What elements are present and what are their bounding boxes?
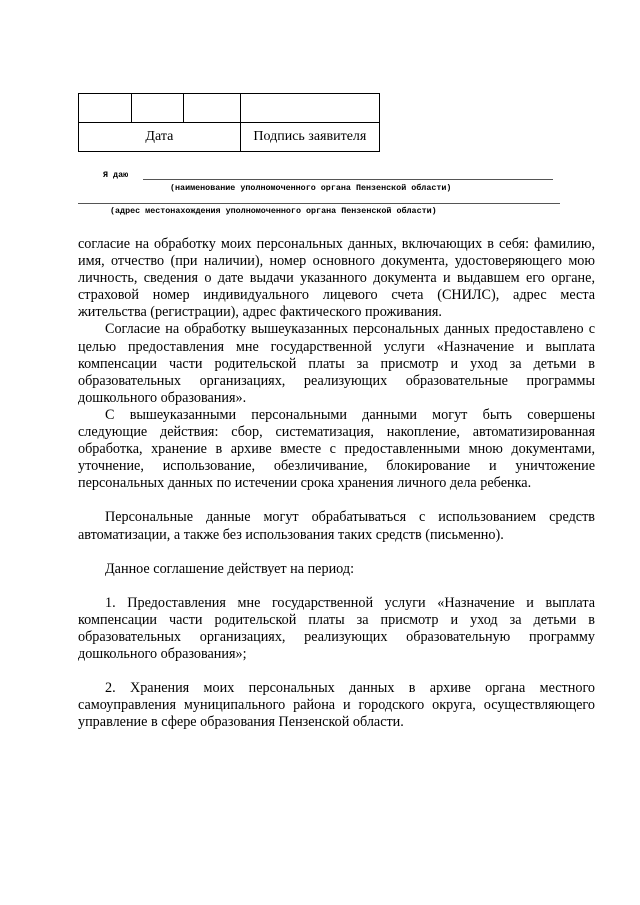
date-day-cell[interactable] — [79, 94, 132, 123]
consent-body-text — [78, 236, 595, 731]
authority-address-caption: (адрес местонахождения уполномоченного органа Пензенской области) — [110, 206, 437, 216]
signature-label: Подпись заявителя — [240, 123, 379, 152]
paragraph-consent-purpose: Согласие на обработку вышеуказанных персональных данных предоставлено с целью предоставления мне государственной услуги «Назначение и выплата компенсации части родительской платы за присмотр и уход за детьми в образовательных организациях, реализующих образовательные программы дошкольного образования». — [78, 321, 595, 406]
authority-address-line[interactable] — [78, 203, 560, 204]
i-give-label: Я даю — [103, 170, 129, 180]
paragraph-validity-period: Данное соглашение действует на период: — [105, 560, 355, 577]
date-month-cell[interactable] — [131, 94, 184, 123]
signature-cell[interactable] — [240, 94, 379, 123]
paragraph-allowed-actions: С вышеуказанными персональными данными могут быть совершены следующие действия: сбор, систематизация, накопление, автоматизированная обработка, хранение в архиве вместе с предоставленными мною документами, уточнение, использование, обезличивание, блокирование и уничтожение персональных данных по истечении срока хранения личного дела ребенка. — [78, 406, 595, 492]
paragraph-period-item-2: 2. Хранения моих персональных данных в архиве органа местного самоуправления муниципального района и городского округа, осуществляющего управление в сфере образования Пензенской области. — [78, 680, 595, 731]
paragraph-consent-scope: согласие на обработку моих персональных данных, включающих в себя: фамилию, имя, отчество (при наличии), номер основного документа, удостоверяющего мою личность, сведения о дате выдачи указанного документа и выдавшем его органе, страховой номер индивидуального лицевого счета (СНИЛС), адрес места жительства (регистрации), адрес фактического проживания. — [78, 236, 595, 321]
authority-name-caption: (наименование уполномоченного органа Пензенской области) — [170, 183, 452, 193]
date-label: Дата — [79, 123, 241, 152]
date-year-cell[interactable] — [184, 94, 241, 123]
date-signature-table — [78, 93, 380, 152]
authority-name-line[interactable] — [143, 179, 553, 180]
paragraph-processing-means: Персональные данные могут обрабатываться с использованием средств автоматизации, а также без использования таких средств (письменно). — [78, 509, 595, 543]
paragraph-period-item-1: 1. Предоставления мне государственной услуги «Назначение и выплата компенсации части родительской платы за присмотр и уход за детьми в образовательных организациях, реализующих образовательную программу дошкольного образования»; — [78, 594, 595, 662]
